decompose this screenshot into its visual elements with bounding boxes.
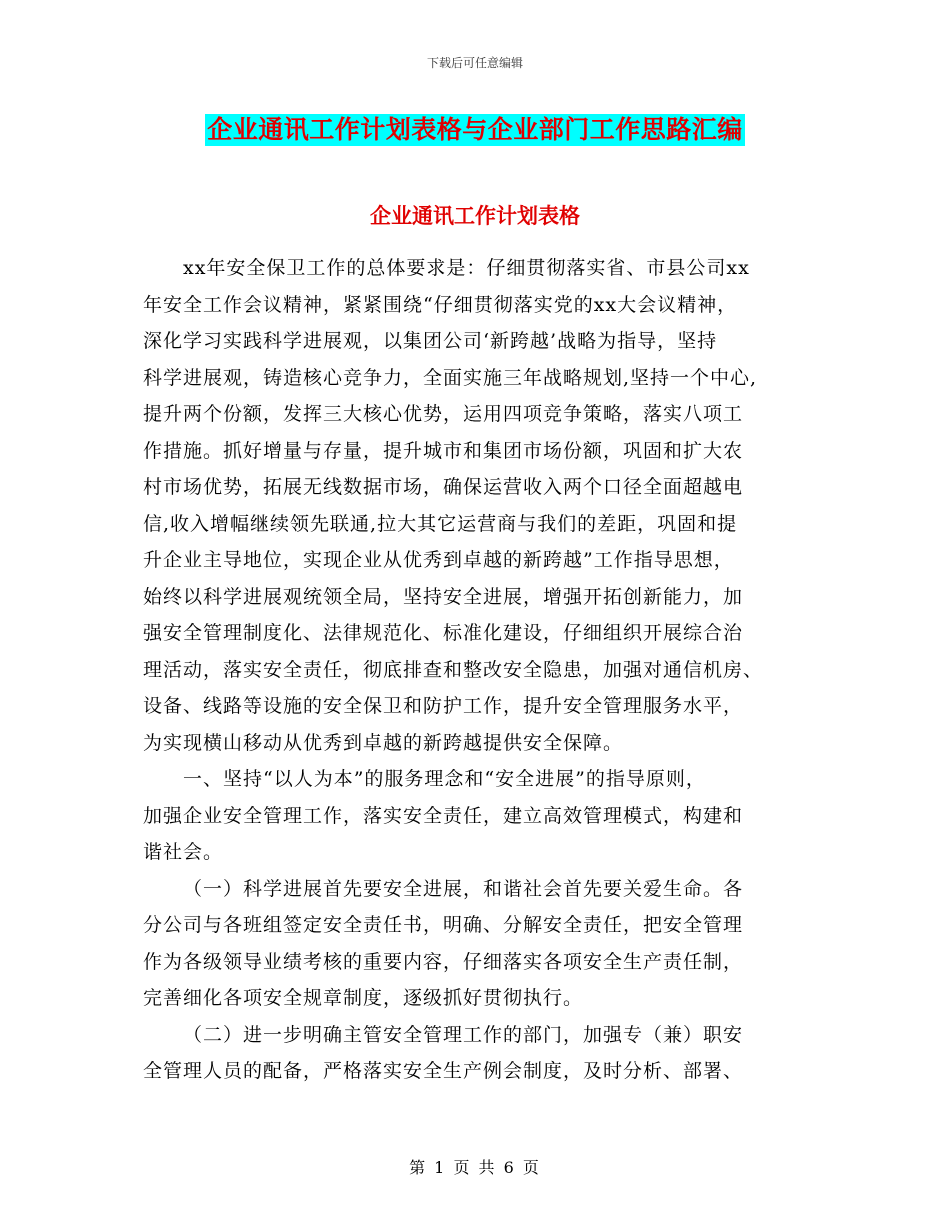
paragraph-line: 村市场优势，拓展无线数据市场，确保运营收入两个口径全面超越电: [143, 476, 744, 498]
page-header-note: 下载后可任意编辑: [426, 56, 523, 70]
paragraph-line: 强安全管理制度化、法律规范化、标准化建设，仔细组织开展综合治: [143, 622, 744, 644]
paragraph-line: 提升两个份额，发挥三大核心优势，运用四项竞争策略，落实八项工: [143, 403, 744, 425]
paragraph-line: 科学进展观，铸造核心竞争力，全面实施三年战略规划,坚持一个中心,: [143, 366, 758, 389]
paragraph-line: 始终以科学进展观统领全局，坚持安全进展，增强开拓创新能力，加: [143, 585, 744, 608]
document-body: [143, 250, 815, 1090]
paragraph-line: 完善细化各项安全规章制度，逐级抓好贯彻执行。: [143, 987, 584, 1009]
paragraph-line: 设备、线路等设施的安全保卫和防护工作，提升安全管理服务水平，: [143, 695, 744, 717]
paragraph: [143, 761, 815, 871]
paragraph-line: 作为各级领导业绩考核的重要内容，仔细落实各项安全生产责任制，: [143, 950, 744, 973]
paragraph-line: 深化学习实践科学进展观，以集团公司‘新跨越’战略为指导，坚持: [143, 330, 718, 352]
page-footer: 第 1 页 共 6 页: [409, 1158, 541, 1177]
paragraph-line: 信,收入增幅继续领先联通,拉大其它运营商与我们的差距，巩固和提: [143, 512, 738, 535]
paragraph: [143, 1017, 815, 1090]
paragraph-line: 分公司与各班组签定安全责任书，明确、分解安全责任，把安全管理: [143, 914, 744, 936]
paragraph: [143, 250, 815, 761]
paragraph-line: 为实现横山移动从优秀到卓越的新跨越提供安全保障。: [143, 731, 624, 754]
paragraph-line: 谐社会。: [143, 841, 224, 863]
paragraph-line: 作措施。抓好增量与存量，提升城市和集团市场份额，巩固和扩大农: [143, 439, 744, 462]
section-title: 企业通讯工作计划表格: [370, 204, 580, 228]
paragraph-line: 升企业主导地位，实现企业从优秀到卓越的新跨越”工作指导思想，: [143, 549, 734, 571]
paragraph-line: 全管理人员的配备，严格落实安全生产例会制度，及时分析、部署、: [143, 1060, 744, 1082]
paragraph-line: 年安全工作会议精神，紧紧围绕“仔细贯彻落实党的xx大会议精神，: [143, 293, 738, 316]
paragraph-line: xx年安全保卫工作的总体要求是：仔细贯彻落实省、市县公司xx: [183, 257, 750, 279]
paragraph-line: 一、坚持“以人为本”的服务理念和“安全进展”的指导原则，: [183, 768, 706, 790]
paragraph-line: （二）进一步明确主管安全管理工作的部门，加强专（兼）职安: [183, 1023, 744, 1046]
document-title-wrapper: [0, 114, 950, 146]
paragraph-line: 加强企业安全管理工作，落实安全责任，建立高效管理模式，构建和: [143, 804, 744, 827]
document-title: 企业通讯工作计划表格与企业部门工作思路汇编: [207, 115, 743, 144]
paragraph-line: 理活动，落实安全责任，彻底排查和整改安全隐患，加强对通信机房、: [143, 658, 764, 681]
paragraph-line: （一）科学进展首先要安全进展，和谐社会首先要关爱生命。各: [183, 877, 744, 900]
paragraph: [143, 871, 815, 1017]
